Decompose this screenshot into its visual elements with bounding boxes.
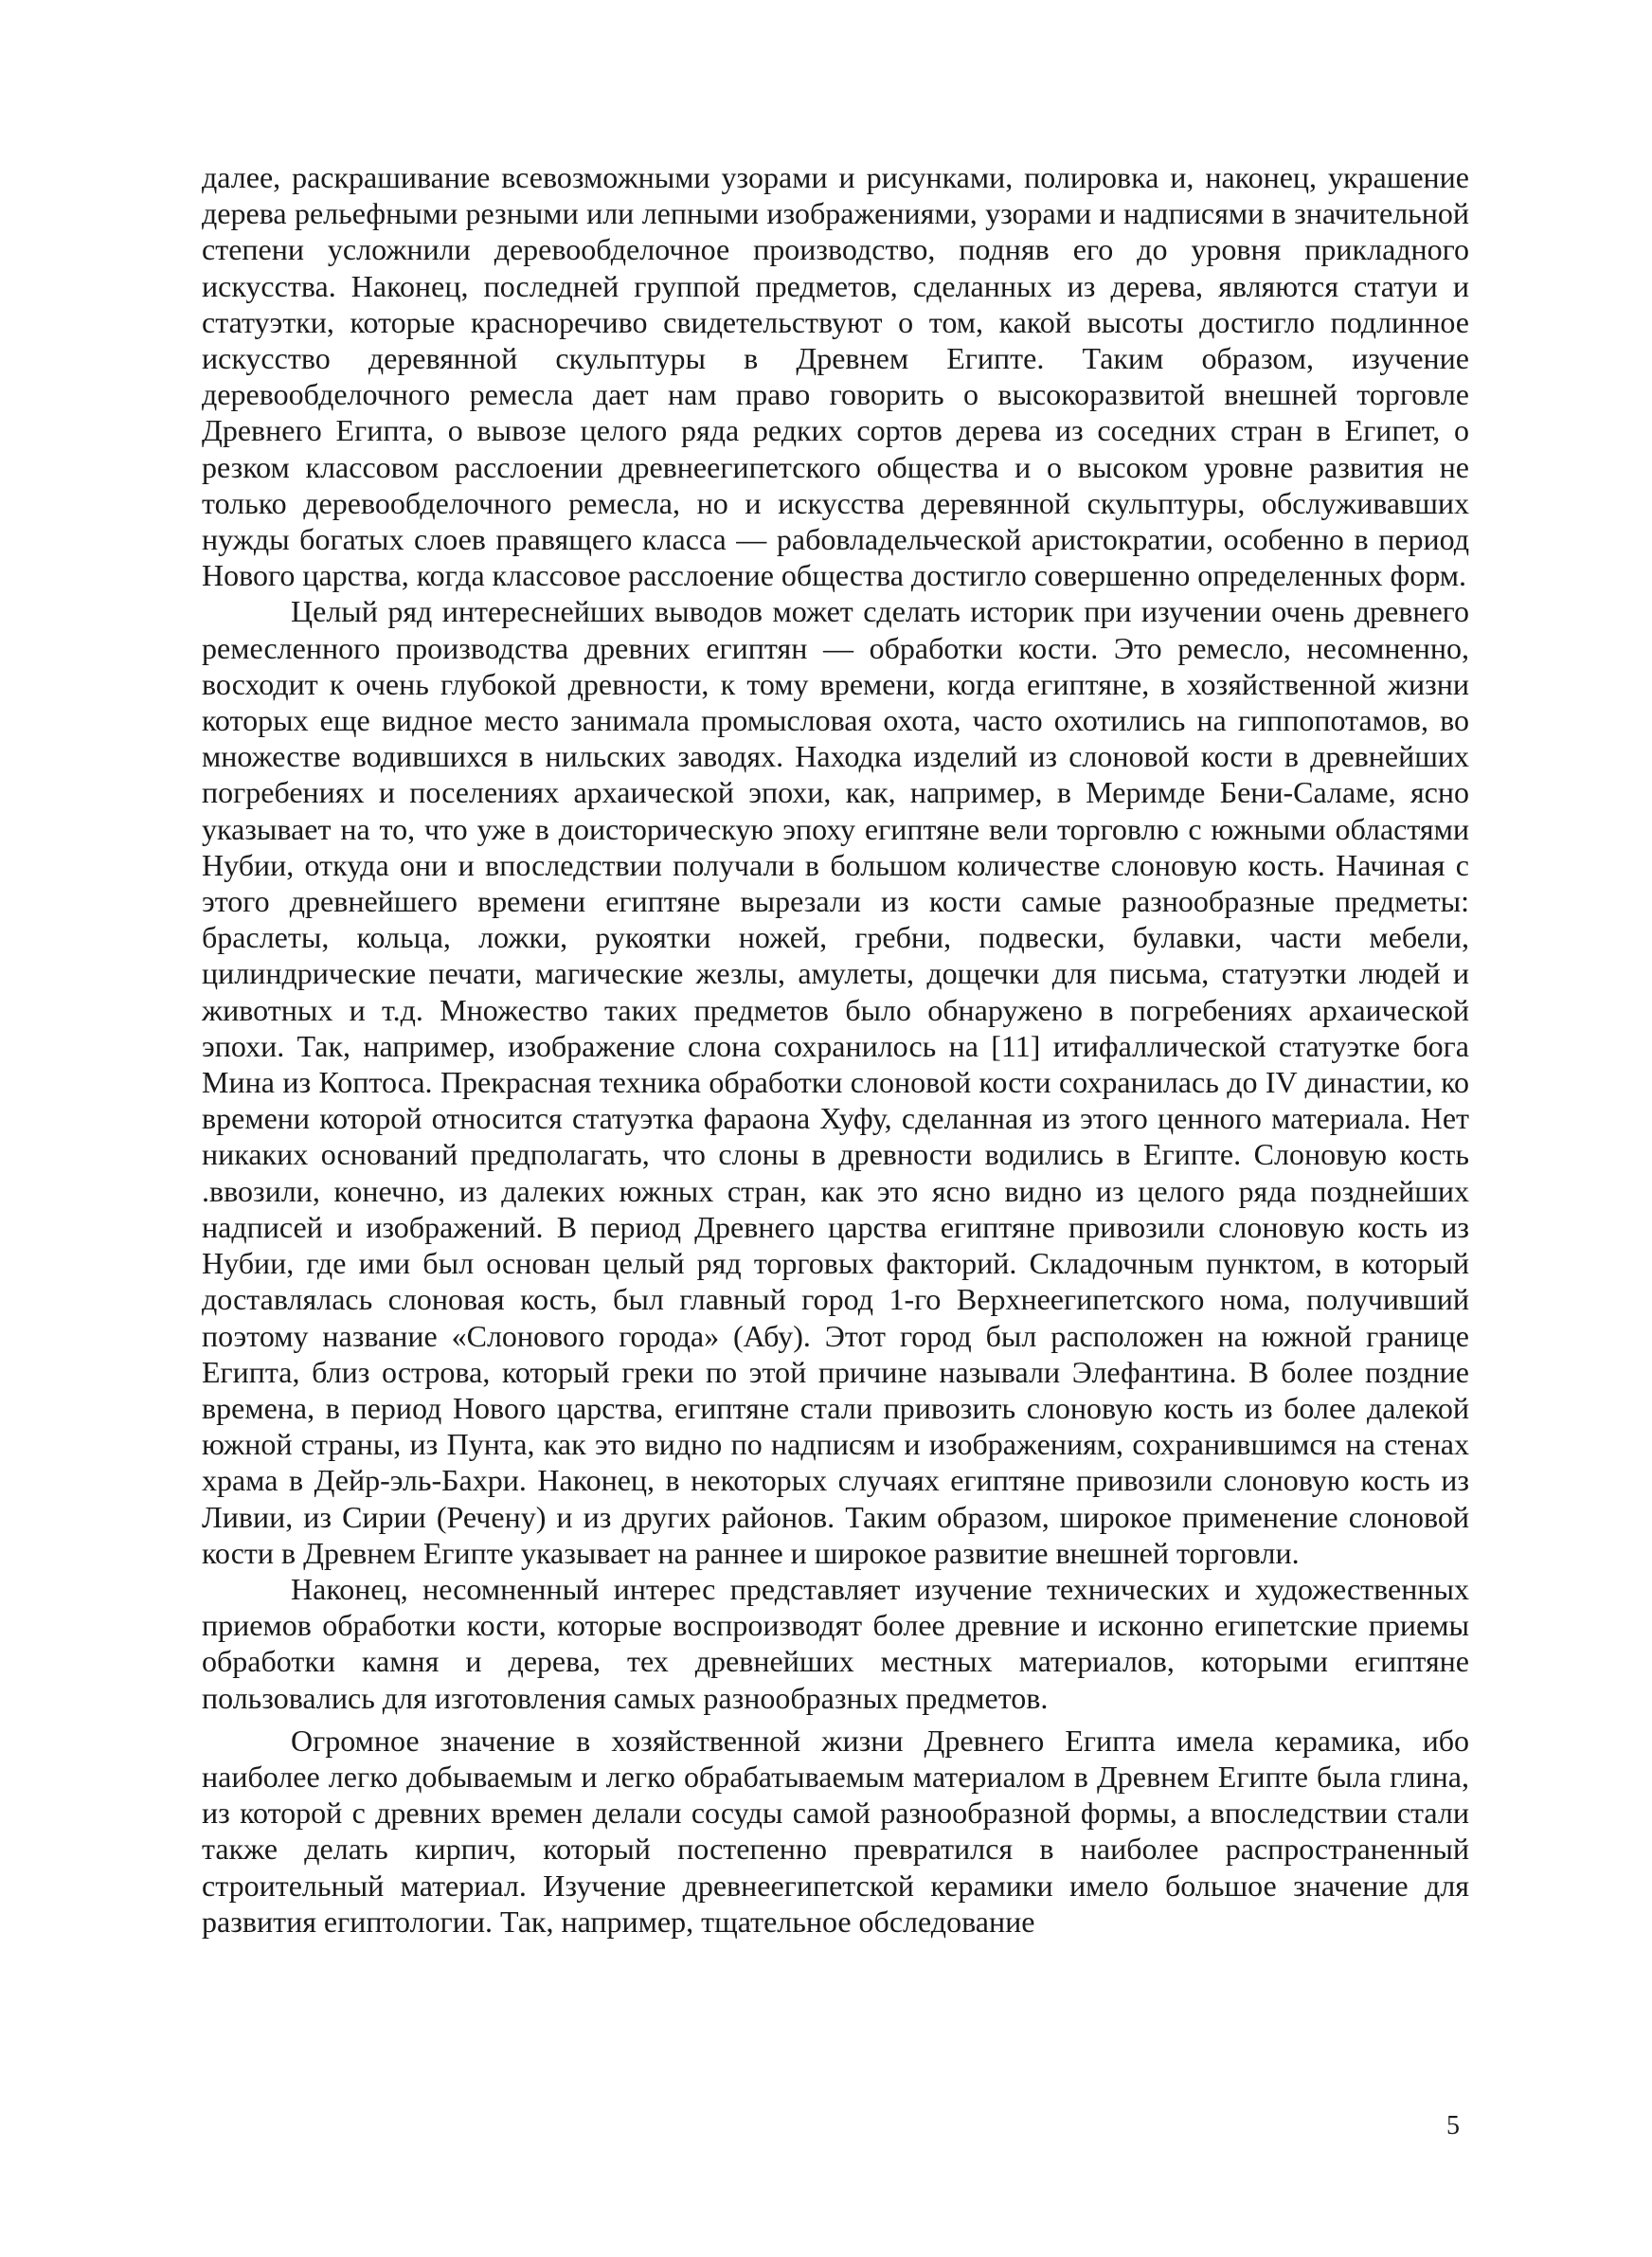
body-text	[202, 159, 1469, 1940]
paragraph-bone-working: Целый ряд интереснейших выводов может сделать историк при изучении очень древнего ремесленного производства древних египтян — обработки кости. Это ремесло, несомненно, восходит к очень глубокой древности, к тому времени, когда египтяне, в хозяйственной жизни которых еще видное место занимала промысловая охота, часто охотились на гиппопотамов, во множестве водившихся в нильских заводях. Находка изделий из слоновой кости в древнейших погребениях и поселениях архаической эпохи, как, например, в Меримде Бени-Саламе, ясно указывает на то, что уже в доисторическую эпоху египтяне вели торговлю с южными областями Нубии, откуда они и впоследствии получали в большом количестве слоновую кость. Начиная с этого древнейшего времени египтяне вырезали из кости самые разнообразные предметы: браслеты, кольца, ложки, рукоятки ножей, гребни, подвески, булавки, части мебели, цилиндрические печати, магические жезлы, амулеты, дощечки для письма, статуэтки людей и животных и т.д. Множество таких предметов было обнаружено в погребениях архаической эпохи. Так, например, изображение слона сохранилось на [11] итифаллической статуэтке бога Мина из Коптоса. Прекрасная техника обработки слоновой кости сохранилась до IV династии, ко времени которой относится статуэтка фараона Хуфу, сделанная из этого ценного материала. Нет никаких оснований предполагать, что слоны в древности водились в Египте. Слоновую кость .ввозили, конечно, из далеких южных стран, как это ясно видно из целого ряда позднейших надписей и изображений. В период Древнего царства египтяне привозили слоновую кость из Нубии, где ими был основан целый ряд торговых факторий. Складочным пунктом, в который доставлялась слоновая кость, был главный город 1-го Верхнеегипетского нома, получивший поэтому название «Слонового города» (Абу). Этот город был расположен на южной границе Египта, близ острова, который греки по этой причине называли Элефантина. В более поздние времена, в период Нового царства, египтяне стали привозить слоновую кость из более далекой южной страны, из Пунта, как это видно по надписям и изображениям, сохранившимся на стенах храма в Дейр-эль-Бахри. Наконец, в некоторых случаях египтяне привозили слоновую кость из Ливии, из Сирии (Речену) и из других районов. Таким образом, широкое применение слоновой кости в Древнем Египте указывает на раннее и широкое развитие внешней торговли.	[202, 594, 1469, 1570]
paragraph-woodworking-continuation: далее, раскрашивание всевозможными узорами и рисунками, полировка и, наконец, украшение дерева рельефными резными или лепными изображениями, узорами и надписями в значительной степени усложнили деревообделочное производство, подняв его до уровня прикладного искусства. Наконец, последней группой предметов, сделанных из дерева, являются статуи и статуэтки, которые красноречиво свидетельствуют о том, какой высоты достигло подлинное искусство деревянной скульптуры в Древнем Египте. Таким образом, изучение деревообделочного ремесла дает нам право говорить о высокоразвитой внешней торговле Древнего Египта, о вывозе целого ряда редких сортов дерева из соседних стран в Египет, о резком классовом расслоении древнеегипетского общества и о высоком уровне развития не только деревообделочного ремесла, но и искусства деревянной скульптуры, обслуживавших нужды богатых слоев правящего класса — рабовладельческой аристократии, особенно в период Нового царства, когда классовое расслоение общества достигло совершенно определенных форм.	[202, 160, 1469, 593]
paragraph-ceramics: Огромное значение в хозяйственной жизни Древнего Египта имела керамика, ибо наиболее легко добываемым и легко обрабатываемым материалом в Древнем Египте была глина, из которой с древних времен делали сосуды самой разнообразной формы, а впоследствии стали также делать кирпич, который постепенно превратился в наиболее распространенный строительный материал. Изучение древнеегипетской керамики имело большое значение для развития египтологии. Так, например, тщательное обследование	[202, 1723, 1469, 1939]
paragraph-bone-techniques: Наконец, несомненный интерес представляет изучение технических и художественных приемов обработки кости, которые воспроизводят более древние и исконно египетские приемы обработки камня и дерева, тех древнейших местных материалов, которыми египтяне пользовались для изготовления самых разнообразных предметов.	[202, 1571, 1469, 1715]
page-number: 5	[1446, 2111, 1460, 2140]
